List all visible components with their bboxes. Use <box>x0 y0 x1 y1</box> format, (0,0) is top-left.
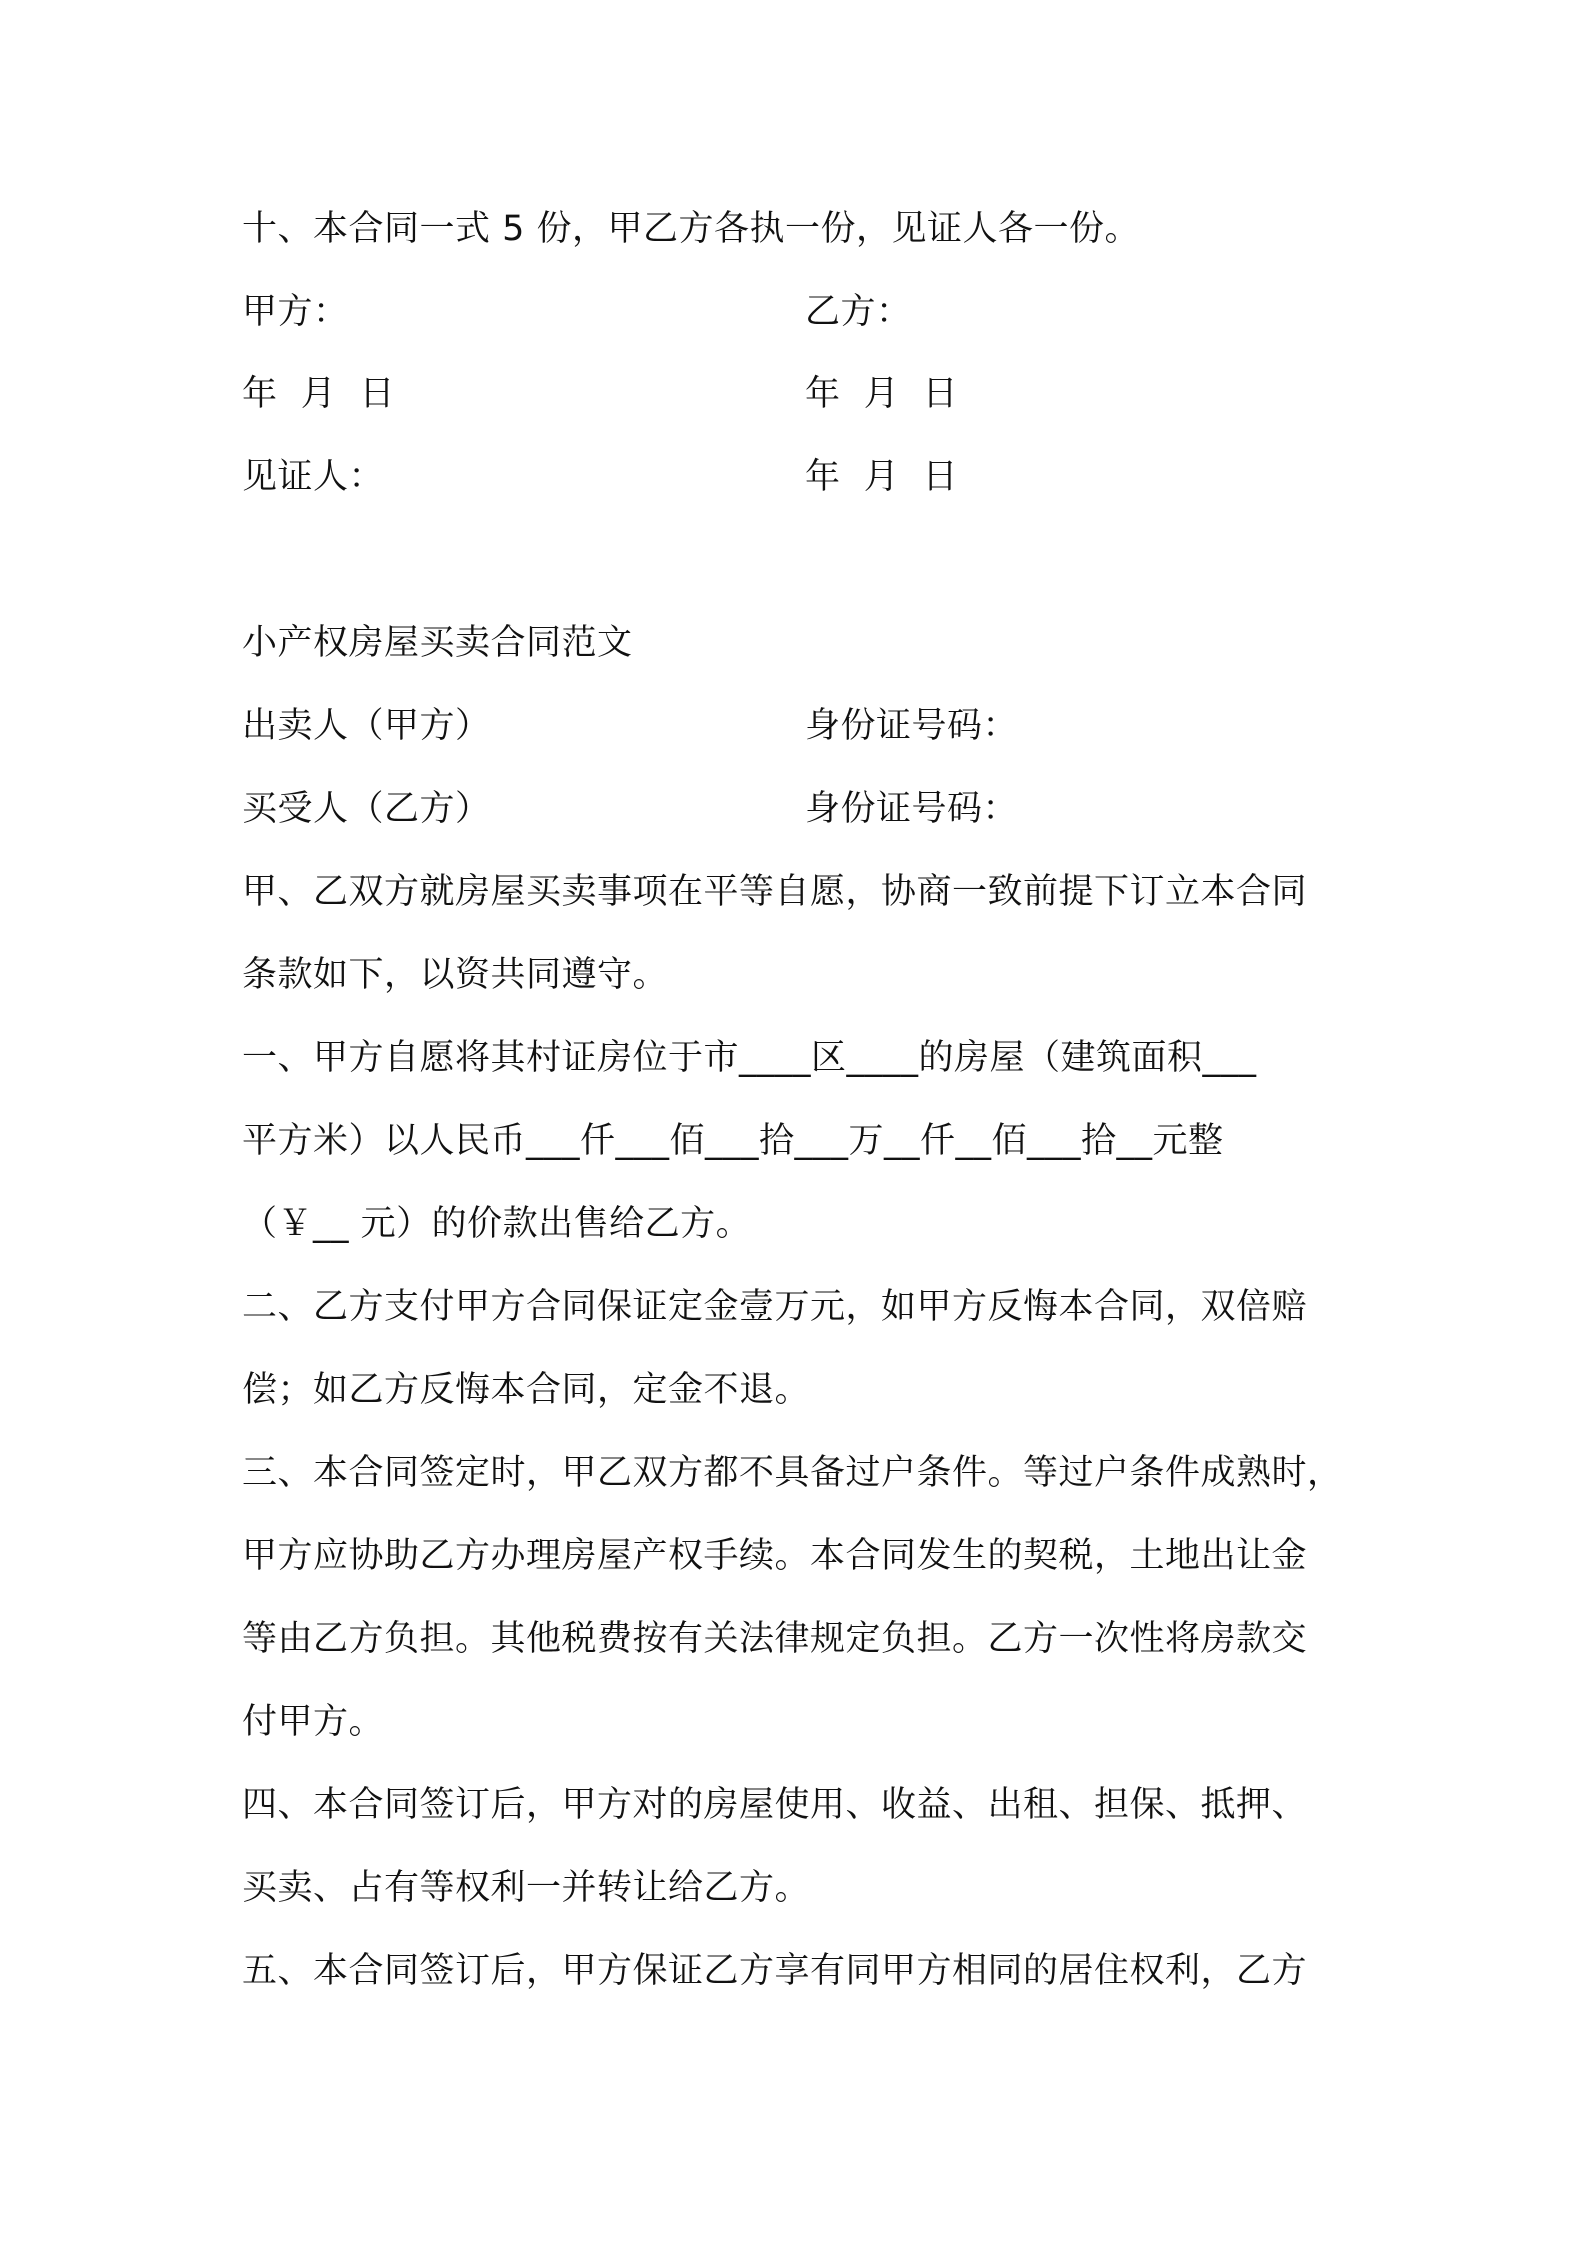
document-title: 小产权房屋买卖合同范文 <box>242 623 633 663</box>
body-line: 三、本合同签定时，甲乙双方都不具备过户条件。等过户条件成熟时， <box>242 1453 1343 1493</box>
body-line: 买卖、占有等权利一并转让给乙方。 <box>242 1868 811 1908</box>
body-line: 偿；如乙方反悔本合同，定金不退。 <box>242 1370 811 1410</box>
body-line: 付甲方。 <box>242 1702 385 1742</box>
signature-row-parties <box>242 287 1362 337</box>
body-line: 甲方应协助乙方办理房屋产权手续。本合同发生的契税，土地出让金 <box>242 1536 1308 1576</box>
party-b-date-label: 年 月 日 <box>805 374 959 414</box>
body-line: 平方米）以人民币___仟___佰___拾___万__仟__佰___拾__元整 <box>242 1121 1224 1161</box>
seller-label: 出卖人（甲方） <box>242 706 491 746</box>
clause-ten: 十、本合同一式 5 份，甲乙方各执一份，见证人各一份。 <box>242 209 1141 249</box>
body-line: 五、本合同签订后，甲方保证乙方享有同甲方相同的居住权利，乙方 <box>242 1951 1308 1991</box>
body-line: 一、甲方自愿将其村证房位于市____区____的房屋（建筑面积___ <box>242 1038 1257 1078</box>
party-a-date-label: 年 月 日 <box>242 374 396 414</box>
buyer-id-label: 身份证号码： <box>805 789 1019 829</box>
seller-id-label: 身份证号码： <box>805 706 1019 746</box>
party-a-signature-label: 甲方： <box>242 292 349 332</box>
signature-row-witness <box>242 452 1362 502</box>
signature-row-dates <box>242 369 1362 419</box>
witness-label: 见证人： <box>242 457 385 497</box>
seller-row <box>242 701 1362 751</box>
body-line: 甲、乙双方就房屋买卖事项在平等自愿，协商一致前提下订立本合同 <box>242 872 1308 912</box>
body-line: 二、乙方支付甲方合同保证定金壹万元，如甲方反悔本合同，双倍赔 <box>242 1287 1308 1327</box>
body-line: 四、本合同签订后，甲方对的房屋使用、收益、出租、担保、抵押、 <box>242 1785 1308 1825</box>
body-line: 等由乙方负担。其他税费按有关法律规定负担。乙方一次性将房款交 <box>242 1619 1308 1659</box>
buyer-label: 买受人（乙方） <box>242 789 491 829</box>
body-line: 条款如下，以资共同遵守。 <box>242 955 669 995</box>
buyer-row <box>242 784 1362 834</box>
witness-date-label: 年 月 日 <box>805 457 959 497</box>
party-b-signature-label: 乙方： <box>805 292 912 332</box>
body-line: （￥__ 元）的价款出售给乙方。 <box>242 1204 752 1244</box>
